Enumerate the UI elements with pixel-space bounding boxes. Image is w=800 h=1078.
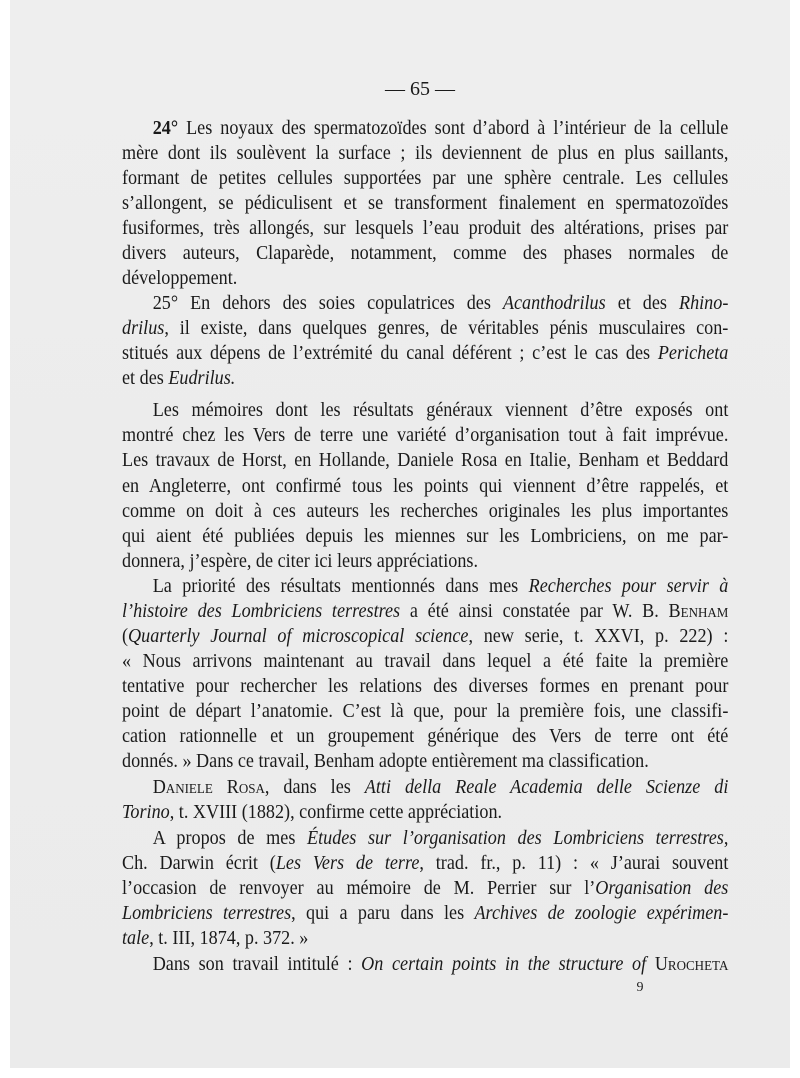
italic-text: Rhino- [678,293,729,314]
italic-text: Les Vers de terre [275,853,420,874]
text-segment: a été ainsi constatée par W. B. [400,601,669,622]
text-segment: divers auteurs, Claparède, notamment, comme des phases normales de [122,243,729,264]
text-segment: , dans les [264,777,365,798]
text-line [122,216,728,241]
text-line [122,574,728,599]
text-segment: , il existe, dans quelques genres, de véritables pénis musculaires con- [164,318,729,339]
text-line [122,191,728,216]
text-segment: fusiformes, très allongés, sur lesquels l’eau produit des altérations, prises par [122,218,729,239]
text-line [122,624,728,649]
italic-text: Atti della Reale Academia delle Scienze di [364,777,729,798]
italic-text: Eudrilus. [168,368,236,389]
text-line [122,116,728,141]
small-caps-text: Urocheta [654,954,729,975]
text-segment [646,954,655,975]
signature-mark: 9 [636,980,644,995]
text-line [122,241,728,266]
text-line [122,749,728,774]
text-line [122,398,728,423]
text-segment: comme on doit à ces auteurs les recherches originales les plus importantes [122,501,729,522]
text-segment: stitués aux dépens de l’extrémité du canal déférent ; c’est le cas des [122,343,658,364]
text-line [122,448,728,473]
text-line [122,549,728,574]
text-segment: , trad. fr., p. 11) : « J’aurai souvent [419,853,729,874]
italic-text: Quarterly Journal of microscopical science [128,626,469,647]
text-line [122,876,728,901]
text-segment: , new serie, t. XXVI, p. 222) : [468,626,729,647]
text-segment: , t. XVIII (1882), confirme cette appréciation. [169,802,503,823]
text-segment: en Angleterre, ont confirmé tous les points qui viennent d’être rappelés, et [122,476,729,497]
text-segment: , t. III, 1874, p. 372. » [149,928,309,949]
text-segment: montré chez les Vers de terre une variété d’organisation tout à fait imprévue. [122,425,729,446]
text-line [122,724,728,749]
text-line [122,800,728,825]
text-segment: Les travaux de Horst, en Hollande, Daniele Rosa en Italie, Benham et Beddard [122,450,729,471]
text-segment: Les noyaux des spermatozoïdes sont d’abord à l’intérieur de la cellule [178,118,729,139]
text-segment: ( [122,626,129,647]
text-line [122,141,728,166]
text-segment: et des [605,293,679,314]
text-line [122,952,728,977]
italic-text: On certain points in the structure of [361,954,647,975]
text-segment: cation rationnelle et un groupement générique des Vers de terre ont été [122,726,729,747]
text-segment: Dans son travail intitulé : [152,954,362,975]
text-segment: donnés. » Dans ce travail, Benham adopte entièrement ma classification. [122,751,649,772]
italic-text: Acanthodrilus [502,293,606,314]
text-segment: 24° [152,118,179,139]
text-segment: Les mémoires dont les résultats généraux viennent d’être exposés ont [152,400,729,421]
text-line [122,524,728,549]
text-segment: mère dont ils soulèvent la surface ; ils deviennent de plus en plus saillants, [122,143,729,164]
italic-text: drilus [122,318,165,339]
text-segment: Ch. Darwin écrit ( [122,853,276,874]
text-segment: et des [122,368,169,389]
italic-text: Archives de zoologie expérimen- [474,903,729,924]
text-line [122,366,728,391]
scanned-page [10,0,790,1068]
small-caps-text: Benham [668,601,729,622]
italic-text: Organisation des [595,878,729,899]
text-line [122,423,728,448]
text-line [122,901,728,926]
small-caps-text: Daniele Rosa [152,777,265,798]
text-line [122,775,728,800]
text-segment: donnera, j’espère, de citer ici leurs appréciations. [122,551,479,572]
italic-text: l’histoire des Lombriciens terrestres [122,601,401,622]
text-line [122,499,728,524]
text-segment: La priorité des résultats mentionnés dans mes [152,576,529,597]
italic-text: Torino [122,802,170,823]
text-line [122,926,728,951]
text-segment: tentative pour rechercher les relations des diverses formes en prenant pour [122,676,729,697]
text-line [122,291,728,316]
text-line [122,851,728,876]
italic-text: Recherches pour servir à [528,576,729,597]
page-header-number: — 65 — [385,78,455,100]
text-line [122,826,728,851]
text-segment: l’occasion de renvoyer au mémoire de M. Perrier sur l’ [122,878,596,899]
text-line [122,649,728,674]
text-segment: formant de petites cellules supportées par une sphère centrale. Les cellules [122,168,729,189]
text-line [122,341,728,366]
text-segment: point de départ l’anatomie. C’est là que, pour la première fois, une classifi- [122,701,729,722]
text-segment: « Nous arrivons maintenant au travail dans lequel a été faite la première [122,651,729,672]
italic-text: Lombriciens terrestres [122,903,292,924]
text-segment: développement. [122,268,238,289]
text-segment: s’allongent, se pédiculisent et se transforment finalement en spermatozoïdes [122,193,729,214]
text-line [122,316,728,341]
text-segment: qui aient été publiées depuis les miennes sur les Lombriciens, on me par- [122,526,729,547]
italic-text: Pericheta [657,343,729,364]
text-segment: , [723,828,729,849]
text-segment: , qui a paru dans les [291,903,475,924]
text-segment: A propos de mes [152,828,308,849]
text-line [122,599,728,624]
text-line [122,699,728,724]
text-line [122,166,728,191]
text-line [122,674,728,699]
text-line [122,474,728,499]
italic-text: tale [122,928,150,949]
text-line [122,266,728,291]
text-segment: 25° En dehors des soies copulatrices des [152,293,503,314]
italic-text: Études sur l’organisation des Lombriciens terrestres [307,828,724,849]
